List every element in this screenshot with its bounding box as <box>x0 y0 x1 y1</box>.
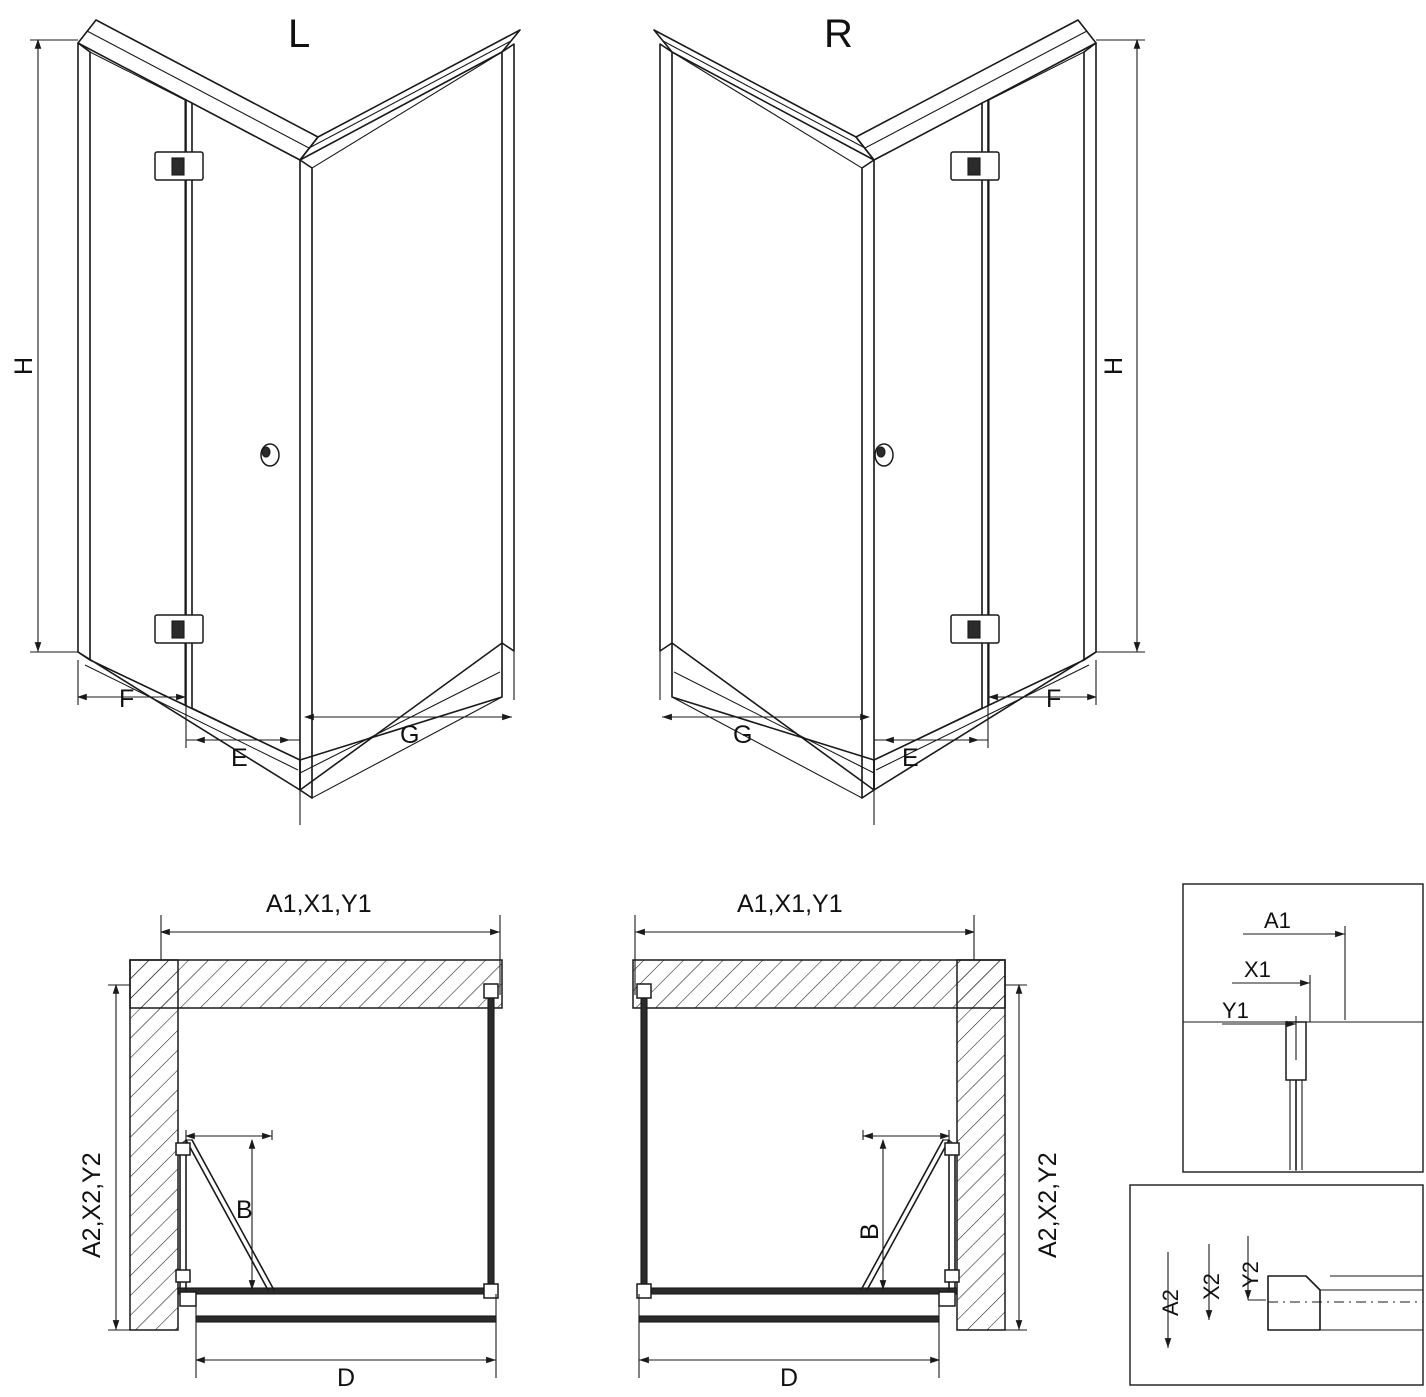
iso-left-height-label: H <box>10 356 38 375</box>
door-knob-left <box>261 444 279 466</box>
iso-right-side-label: G <box>733 721 753 749</box>
detail-top-view <box>1183 884 1423 1172</box>
plan-right-door-dim: B <box>856 1223 884 1240</box>
plan-right-bottom-dim: D <box>780 1364 799 1392</box>
iso-left-fixed-label: F <box>119 685 135 713</box>
detail-bottom-label-x2: X2 <box>1199 1273 1224 1300</box>
iso-left-side-label: G <box>400 721 420 749</box>
detail-bottom-label-a2: A2 <box>1158 1289 1183 1316</box>
door-knob-right <box>875 444 893 466</box>
plan-left-top-dim: A1,X1,Y1 <box>266 890 372 918</box>
iso-right-fixed-label: F <box>1046 685 1062 713</box>
iso-right-view <box>654 20 1145 825</box>
hinge-upper-left <box>155 152 203 180</box>
hinge-lower-left <box>155 615 203 643</box>
iso-right-title: R <box>824 12 853 56</box>
plan-right-top-dim: A1,X1,Y1 <box>737 890 843 918</box>
detail-bottom-view <box>1130 1185 1423 1385</box>
iso-right-height-label: H <box>1100 356 1128 375</box>
plan-left-door-dim: B <box>236 1196 253 1224</box>
detail-bottom-label-y2: Y2 <box>1238 1261 1263 1288</box>
plan-left-side-dim: A2,X2,Y2 <box>78 1152 106 1258</box>
detail-top-label-a1: A1 <box>1264 908 1291 933</box>
detail-top-label-y1: Y1 <box>1222 998 1249 1023</box>
detail-top-label-x1: X1 <box>1244 957 1271 982</box>
iso-left-title: L <box>288 12 311 56</box>
plan-left-view <box>108 915 502 1378</box>
plan-right-view <box>633 915 1027 1378</box>
iso-left-door-label: E <box>231 744 248 772</box>
iso-left-view <box>30 20 520 825</box>
iso-right-door-label: E <box>902 744 919 772</box>
plan-right-side-dim: A2,X2,Y2 <box>1034 1152 1062 1258</box>
hinge-lower-right <box>951 615 999 643</box>
plan-left-bottom-dim: D <box>337 1364 356 1392</box>
hinge-upper-right <box>951 152 999 180</box>
